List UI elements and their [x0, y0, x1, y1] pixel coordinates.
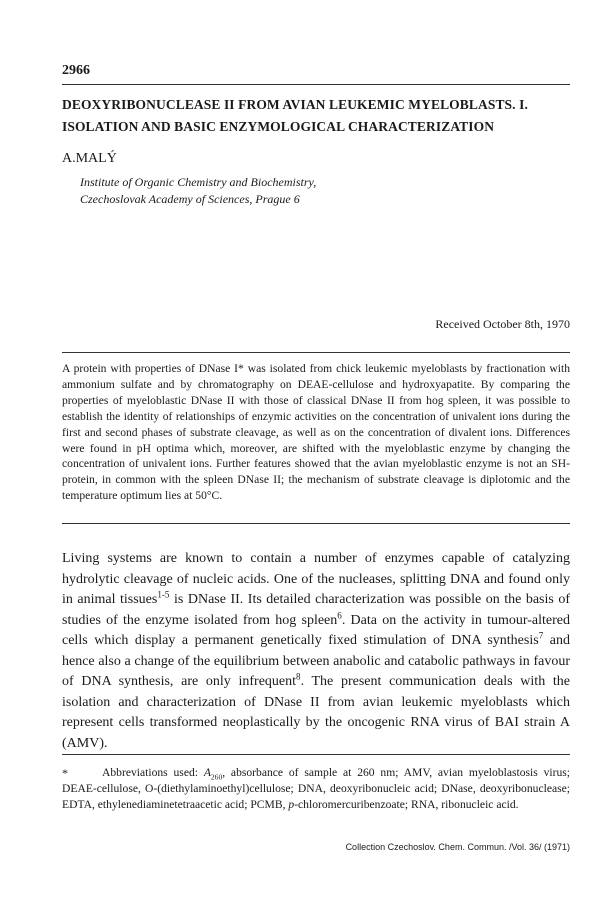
footnote: Abbreviations used: $A_{260}$, absorbance of sample at 260 nm; AMV, avian myeloblastosis virus; DEAE-cellulose, O-(diethylaminoethyl)cellulose; DNA, deoxyribonucleic acid; DNase, deoxyribonuclease; EDTA, ethylenediaminetetraacetic acid; PCMB, p-chloromercuribenzoate; RNA, ribonucleic acid.: [62, 766, 570, 811]
affiliation-line-2: Czechoslovak Academy of Sciences, Prague 6: [80, 192, 300, 206]
abstract-bottom-rule: [62, 523, 570, 524]
journal-citation: Collection Czechoslov. Chem. Commun. /Vol. 36/ (1971): [345, 842, 570, 852]
reference-superscript: 6: [337, 609, 342, 620]
received-date: Received October 8th, 1970: [435, 317, 570, 331]
reference-superscript: 1-5: [157, 589, 170, 600]
abstract: A protein with properties of DNase I* was isolated from chick leukemic myeloblasts by fractionation with ammonium sulfate and by chromatography on DEAE-cellulose and hydroxyapatite. By comparing the properties of myeloblastic DNase II with those of classical DNase II from hog spleen, it was possible to establish the identity of relationships of enzymic activities on the concentration of univalent ions during the first and second phases of substrate cleavage, as well as on the concentration of divalent ions. Differences were found in pH optima which, moreover, are shifted with the myeloblastic enzyme by changing the concentration of univalent ions. Further features showed that the avian myeloblastic enzyme is not an SH-protein, in common with the spleen DNase II; the mechanism of substrate cleavage is diplotomic and the temperature optimum lies at 50°C.: [62, 362, 571, 503]
author: A.MALÝ: [62, 151, 117, 166]
reference-superscript: 8: [296, 671, 301, 682]
affiliation: [80, 174, 316, 208]
header-rule: [62, 84, 570, 85]
affiliation-line-1: Institute of Organic Chemistry and Biochemistry,: [80, 175, 317, 189]
abstract-top-rule: [62, 352, 570, 353]
footnote-marker: *: [62, 766, 68, 780]
title-line-1: DEOXYRIBONUCLEASE II FROM AVIAN LEUKEMIC MYELOBLASTS. I.: [62, 97, 528, 112]
abstract-footnote-marker: *: [238, 362, 244, 375]
footnote-rule: [62, 754, 570, 755]
reference-superscript: 7: [538, 630, 544, 641]
page-number: 2966: [62, 63, 90, 78]
body-paragraph: Living systems are known to contain a number of enzymes capable of catalyzing hydrolytic cleavage of nucleic acids. One of the nucleases, splitting DNA and found only in animal tissues$^{1-5}$ is DNase II. Its detailed characterization was possible on the basis of studies of the enzyme isolated from hog spleen$^6$. Data on the activity in tumour-altered cells which display a permanent genetically fixed stimulation of DNA synthesis$^7$ and hence also a change of the equilibrium between anabolic and catabolic pathways in favour of DNA synthesis, are only infrequent$^8$. The present communication deals with the isolation and characterization of DNase II from avian leukemic myeloblasts which represent cells transformed neoplastically by the oncogenic RNA virus of BAI strain A (AMV).: [62, 551, 570, 751]
article-title: [62, 94, 572, 138]
title-line-2: ISOLATION AND BASIC ENZYMOLOGICAL CHARACTERIZATION: [62, 119, 495, 134]
